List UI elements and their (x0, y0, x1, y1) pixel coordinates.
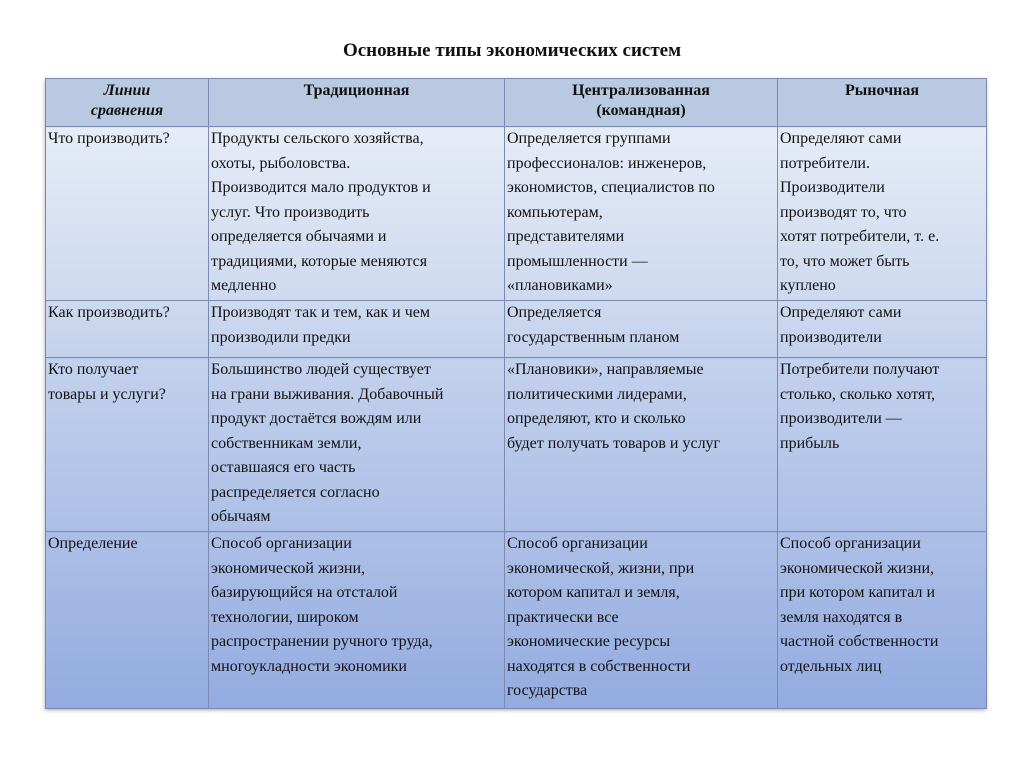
header-traditional: Традиционная (209, 79, 505, 127)
row-label: Как производить? (46, 301, 209, 358)
cell-market: Способ организации экономической жизни, при котором капитал и земля находятся в частной собственности отдельных лиц (778, 532, 987, 709)
table-header-row (46, 79, 987, 127)
comparison-table-container (45, 78, 986, 708)
cell-centralized: Способ организации экономической, жизни, при котором капитал и земля, практически все экономические ресурсы находятся в собственности государства (505, 532, 778, 709)
table-row (46, 532, 987, 709)
header-market: Рыночная (778, 79, 987, 127)
page-title: Основные типы экономических систем (342, 40, 682, 61)
cell-centralized: Определяется государственным планом (505, 301, 778, 358)
cell-market: Определяют сами потребители. Производители производят то, что хотят потребители, т. е. то, что может быть куплено (778, 127, 987, 301)
cell-traditional: Способ организации экономической жизни, базирующийся на отсталой технологии, широком распространении ручного труда, многоукладности экономики (209, 532, 505, 709)
table-row (46, 358, 987, 532)
comparison-table (45, 78, 987, 709)
table-row (46, 301, 987, 358)
cell-traditional: Большинство людей существует на грани выживания. Добавочный продукт достаётся вождям или собственникам земли, оставшаяся его часть распределяется согласно обычаям (209, 358, 505, 532)
header-comparison-lines: Линии сравнения (46, 79, 209, 127)
row-label: Кто получает товары и услуги? (46, 358, 209, 532)
cell-market: Определяют сами производители (778, 301, 987, 358)
cell-traditional: Производят так и тем, как и чем производили предки (209, 301, 505, 358)
table-row (46, 127, 987, 301)
row-label: Определение (46, 532, 209, 709)
cell-centralized: «Плановики», направляемые политическими лидерами, определяют, кто и сколько будет получать товаров и услуг (505, 358, 778, 532)
cell-traditional: Продукты сельского хозяйства, охоты, рыболовства. Производится мало продуктов и услуг. Что производить определяется обычаями и традициями, которые меняются медленно (209, 127, 505, 301)
row-label: Что производить? (46, 127, 209, 301)
cell-market: Потребители получают столько, сколько хотят, производители — прибыль (778, 358, 987, 532)
cell-centralized: Определяется группами профессионалов: инженеров, экономистов, специалистов по компьютерам, представителями промышленности — «плановиками» (505, 127, 778, 301)
header-centralized: Централизованная (командная) (505, 79, 778, 127)
